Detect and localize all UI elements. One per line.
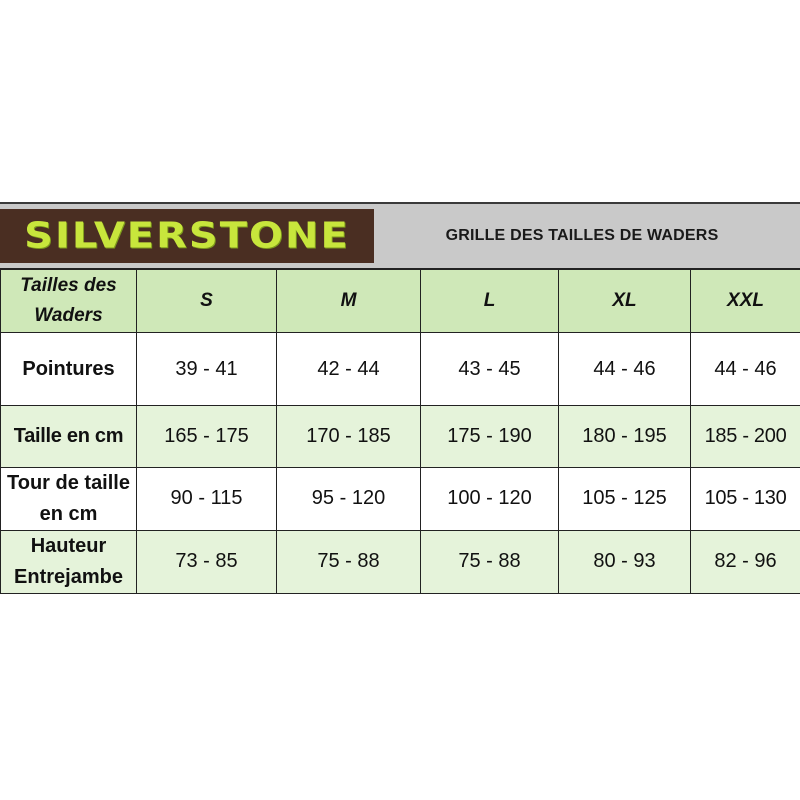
chart-header <box>0 202 800 268</box>
size-table <box>0 268 800 594</box>
table-cell: 39 - 41 <box>137 333 277 406</box>
size-header-m: M <box>277 269 421 333</box>
brand-logo <box>0 209 374 263</box>
table-cell: 80 - 93 <box>559 530 691 593</box>
chart-title: GRILLE DES TAILLES DE WADERS <box>445 227 719 244</box>
table-cell: 43 - 45 <box>421 333 559 406</box>
table-cell: 73 - 85 <box>137 530 277 593</box>
size-header-l: L <box>421 269 559 333</box>
table-row <box>1 333 800 406</box>
table-cell: 82 - 96 <box>691 530 800 593</box>
table-row <box>1 530 800 593</box>
size-header-xxl: XXL <box>691 269 800 333</box>
table-cell: 44 - 46 <box>559 333 691 406</box>
table-row <box>1 467 800 530</box>
row-label: Pointures <box>1 333 137 406</box>
table-cell: 95 - 120 <box>277 467 421 530</box>
corner-label: Tailles des Waders <box>1 269 137 333</box>
table-cell: 75 - 88 <box>277 530 421 593</box>
size-header-xl: XL <box>559 269 691 333</box>
table-cell: 44 - 46 <box>691 333 800 406</box>
row-label: Tour de taille en cm <box>1 467 137 530</box>
size-header-s: S <box>137 269 277 333</box>
table-cell: 175 - 190 <box>421 406 559 467</box>
table-row <box>1 406 800 467</box>
row-label: Hauteur Entrejambe <box>1 530 137 593</box>
table-cell: 100 - 120 <box>421 467 559 530</box>
brand-logo-text: SILVERSTONE <box>24 215 350 257</box>
table-cell: 165 - 175 <box>137 406 277 467</box>
table-cell: 90 - 115 <box>137 467 277 530</box>
size-chart <box>0 202 800 594</box>
table-cell: 170 - 185 <box>277 406 421 467</box>
table-cell: 105 - 125 <box>559 467 691 530</box>
table-cell: 180 - 195 <box>559 406 691 467</box>
table-cell: 185 - 200 <box>691 406 800 467</box>
table-cell: 42 - 44 <box>277 333 421 406</box>
row-label: Taille en cm <box>1 406 137 467</box>
size-header-row <box>1 269 800 333</box>
table-cell: 105 - 130 <box>691 467 800 530</box>
table-cell: 75 - 88 <box>421 530 559 593</box>
